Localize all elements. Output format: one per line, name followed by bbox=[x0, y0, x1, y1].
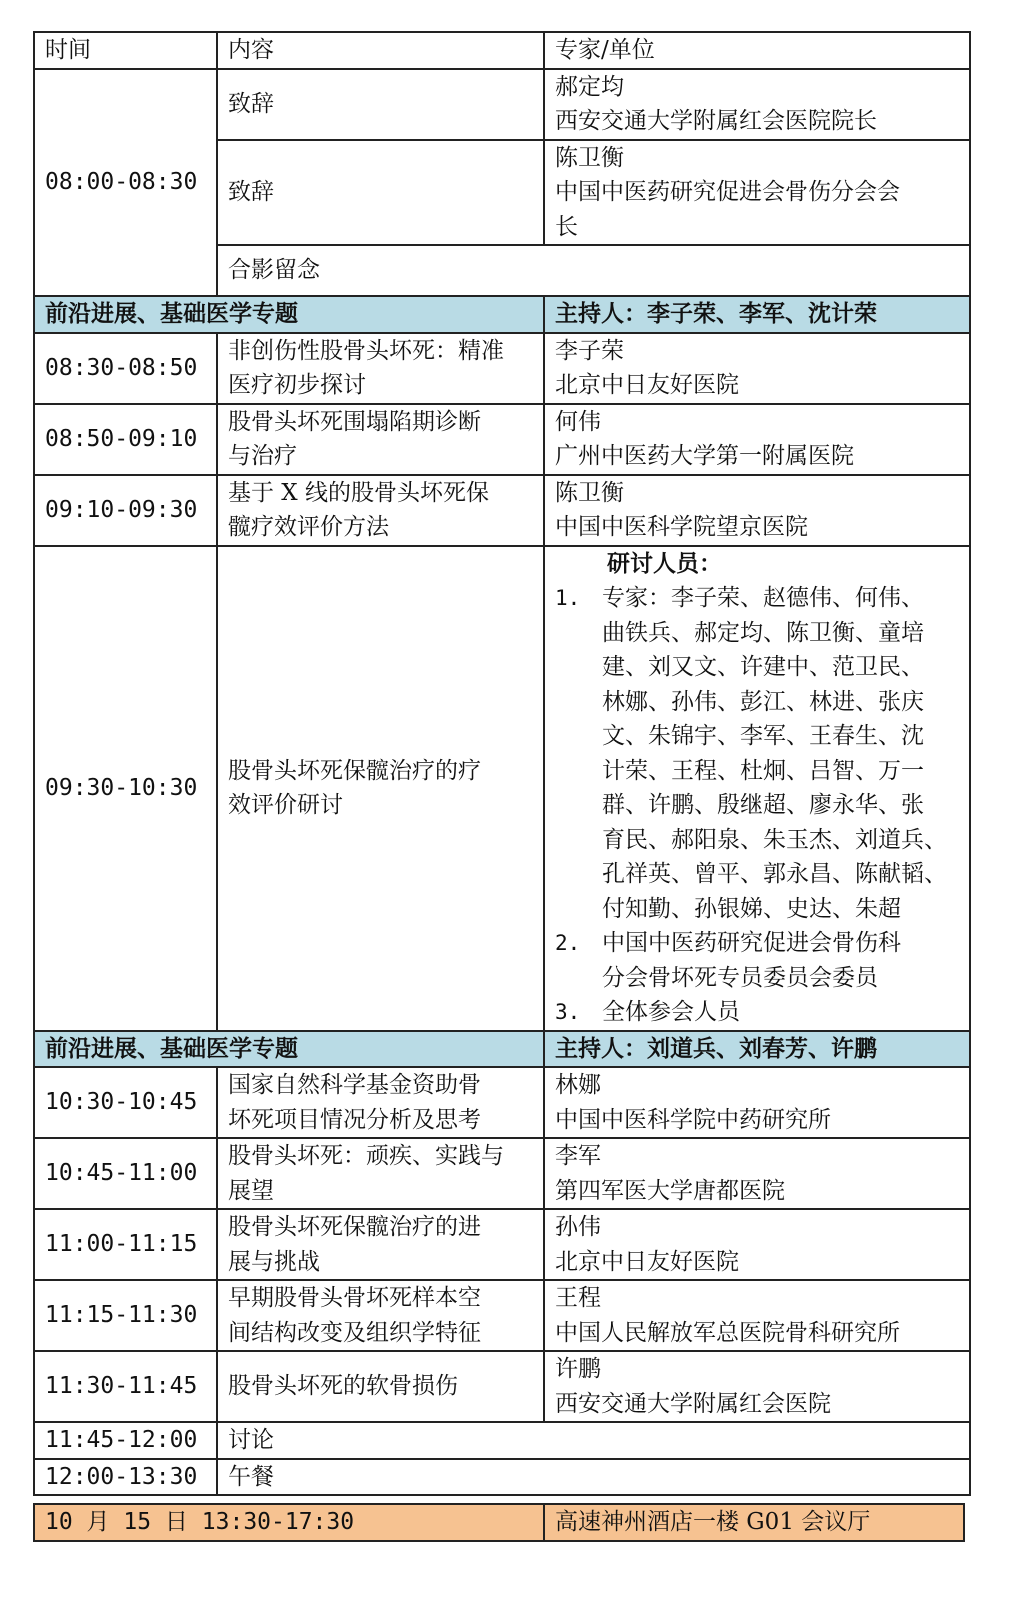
header-time: 时间 bbox=[34, 32, 217, 69]
talk-expert bbox=[544, 1067, 970, 1138]
list-text bbox=[602, 926, 959, 995]
list-line: 文、朱锦宇、李军、王春生、沈 bbox=[602, 723, 924, 749]
list-number: 2. bbox=[555, 931, 581, 955]
talk-expert bbox=[544, 1138, 970, 1209]
section-title: 前沿进展、基础医学专题 bbox=[34, 296, 544, 333]
talk-row bbox=[34, 1209, 970, 1280]
talk-title-line: 股骨头坏死保髋治疗的进 bbox=[228, 1214, 481, 1240]
expert-name: 李子荣 bbox=[555, 337, 624, 364]
section-row bbox=[34, 296, 970, 333]
header-row bbox=[34, 32, 970, 69]
section-hosts: 主持人：刘道兵、刘春芳、许鹏 bbox=[544, 1031, 970, 1068]
expert-unit: 广州中医药大学第一附属医院 bbox=[555, 443, 854, 469]
talk-content bbox=[217, 333, 544, 404]
list-line: 育民、郝阳泉、朱玉杰、刘道兵、 bbox=[602, 826, 947, 853]
closing-content: 讨论 bbox=[217, 1422, 970, 1459]
expert-name: 何伟 bbox=[555, 408, 601, 435]
expert-unit: 中国中医科学院望京医院 bbox=[555, 514, 808, 540]
list-line: 孔祥英、曾平、郭永昌、陈献韬、 bbox=[602, 861, 947, 887]
schedule-table bbox=[33, 31, 971, 1496]
opening-expert bbox=[544, 69, 970, 140]
talk-row bbox=[34, 475, 970, 546]
talk-expert bbox=[544, 475, 970, 546]
expert-name: 李军 bbox=[555, 1143, 601, 1169]
afternoon-banner bbox=[33, 1503, 965, 1542]
opening-content: 致辞 bbox=[217, 140, 544, 246]
talk-expert bbox=[544, 1280, 970, 1351]
header-content: 内容 bbox=[217, 32, 544, 69]
opening-row bbox=[34, 69, 970, 140]
talk-title-line: 基于 X 线的股骨头坏死保 bbox=[228, 479, 489, 506]
expert-unit: 长 bbox=[555, 213, 578, 240]
talk-time: 11:15-11:30 bbox=[34, 1280, 217, 1351]
discussion-title-line: 股骨头坏死保髋治疗的疗 bbox=[228, 757, 481, 784]
talk-row bbox=[34, 1351, 970, 1422]
discussion-row bbox=[34, 546, 970, 1031]
talk-expert bbox=[544, 1209, 970, 1280]
talk-row bbox=[34, 1138, 970, 1209]
expert-name: 陈卫衡 bbox=[555, 144, 624, 171]
expert-unit: 第四军医大学唐都医院 bbox=[555, 1177, 785, 1204]
talk-title-line: 展望 bbox=[228, 1177, 274, 1204]
discussion-time: 09:30-10:30 bbox=[34, 546, 217, 1031]
talk-expert bbox=[544, 404, 970, 475]
talk-title-line: 股骨头坏死：顽疾、实践与 bbox=[228, 1143, 504, 1169]
list-number: 3. bbox=[555, 1000, 581, 1024]
list-text bbox=[602, 581, 959, 926]
talk-title-line: 医疗初步探讨 bbox=[228, 372, 366, 398]
talk-title-line: 股骨头坏死围塌陷期诊断 bbox=[228, 408, 481, 435]
list-item bbox=[555, 995, 959, 1030]
talk-title-line: 髋疗效评价方法 bbox=[228, 514, 389, 540]
expert-unit: 中国人民解放军总医院骨科研究所 bbox=[555, 1319, 900, 1346]
talk-time: 09:10-09:30 bbox=[34, 475, 217, 546]
expert-name: 王程 bbox=[555, 1285, 601, 1311]
talk-content bbox=[217, 475, 544, 546]
header-expert: 专家/单位 bbox=[544, 32, 970, 69]
expert-unit: 西安交通大学附属红会医院院长 bbox=[555, 108, 877, 134]
expert-name: 林娜 bbox=[555, 1072, 601, 1098]
list-item bbox=[555, 581, 959, 926]
talk-row bbox=[34, 333, 970, 404]
talk-time: 11:30-11:45 bbox=[34, 1351, 217, 1422]
list-number: 1. bbox=[555, 586, 581, 610]
participants-label: 研讨人员： bbox=[607, 549, 722, 577]
list-line: 林娜、孙伟、彭江、林进、张庆 bbox=[602, 688, 924, 715]
expert-unit: 中国中医科学院中药研究所 bbox=[555, 1106, 831, 1133]
expert-unit: 北京中日友好医院 bbox=[555, 1248, 739, 1275]
banner-datetime: 10 月 15 日 13:30-17:30 bbox=[34, 1504, 544, 1541]
talk-time: 08:50-09:10 bbox=[34, 404, 217, 475]
section-title: 前沿进展、基础医学专题 bbox=[34, 1031, 544, 1068]
opening-expert bbox=[544, 140, 970, 246]
expert-name: 孙伟 bbox=[555, 1214, 601, 1240]
list-item bbox=[555, 926, 959, 995]
section-hosts: 主持人：李子荣、李军、沈计荣 bbox=[544, 296, 970, 333]
talk-expert bbox=[544, 1351, 970, 1422]
closing-time: 12:00-13:30 bbox=[34, 1459, 217, 1496]
talk-title-line: 展与挑战 bbox=[228, 1248, 320, 1275]
closing-time: 11:45-12:00 bbox=[34, 1422, 217, 1459]
closing-row bbox=[34, 1422, 970, 1459]
list-line: 全体参会人员 bbox=[602, 999, 740, 1025]
list-line: 曲铁兵、郝定均、陈卫衡、童培 bbox=[602, 619, 924, 646]
talk-row bbox=[34, 404, 970, 475]
opening-content: 致辞 bbox=[217, 69, 544, 140]
opening-time: 08:00-08:30 bbox=[34, 69, 217, 297]
list-line: 计荣、王程、杜炯、吕智、万一 bbox=[602, 757, 924, 784]
talk-title-line: 股骨头坏死的软骨损伤 bbox=[228, 1373, 458, 1400]
photo-content: 合影留念 bbox=[217, 245, 970, 296]
list-line: 分会骨坏死专员委员会委员 bbox=[602, 964, 878, 991]
talk-title-line: 非创伤性股骨头坏死：精准 bbox=[228, 337, 504, 364]
section-row bbox=[34, 1031, 970, 1068]
closing-row bbox=[34, 1459, 970, 1496]
talk-content bbox=[217, 1138, 544, 1209]
expert-unit: 中国中医药研究促进会骨伤分会会 bbox=[555, 179, 900, 205]
talk-expert bbox=[544, 333, 970, 404]
banner-venue: 高速神州酒店一楼 G01 会议厅 bbox=[544, 1504, 964, 1541]
expert-unit: 北京中日友好医院 bbox=[555, 372, 739, 398]
banner-row bbox=[34, 1504, 964, 1541]
participants-list bbox=[555, 581, 959, 1030]
talk-title-line: 与治疗 bbox=[228, 443, 297, 469]
list-line: 中国中医药研究促进会骨伤科 bbox=[602, 930, 901, 956]
expert-name: 郝定均 bbox=[555, 73, 624, 100]
list-line: 专家：李子荣、赵德伟、何伟、 bbox=[602, 585, 924, 611]
talk-row bbox=[34, 1280, 970, 1351]
talk-content bbox=[217, 1351, 544, 1422]
closing-content: 午餐 bbox=[217, 1459, 970, 1496]
talk-time: 10:45-11:00 bbox=[34, 1138, 217, 1209]
talk-content bbox=[217, 1280, 544, 1351]
talk-time: 11:00-11:15 bbox=[34, 1209, 217, 1280]
expert-name: 许鹏 bbox=[555, 1356, 601, 1382]
talk-title-line: 早期股骨头骨坏死样本空 bbox=[228, 1285, 481, 1311]
list-line: 群、许鹏、殷继超、廖永华、张 bbox=[602, 792, 924, 818]
discussion-content bbox=[217, 546, 544, 1031]
talk-time: 08:30-08:50 bbox=[34, 333, 217, 404]
discussion-title-line: 效评价研讨 bbox=[228, 792, 343, 818]
list-text bbox=[602, 995, 959, 1030]
talk-title-line: 坏死项目情况分析及思考 bbox=[228, 1106, 481, 1133]
discussion-participants bbox=[544, 546, 970, 1031]
talk-content bbox=[217, 404, 544, 475]
expert-name: 陈卫衡 bbox=[555, 479, 624, 506]
talk-row bbox=[34, 1067, 970, 1138]
talk-content bbox=[217, 1209, 544, 1280]
list-line: 付知勤、孙银娣、史达、朱超 bbox=[602, 895, 901, 922]
expert-unit: 西安交通大学附属红会医院 bbox=[555, 1390, 831, 1417]
list-line: 建、刘又文、许建中、范卫民、 bbox=[602, 654, 924, 680]
talk-time: 10:30-10:45 bbox=[34, 1067, 217, 1138]
talk-content bbox=[217, 1067, 544, 1138]
talk-title-line: 间结构改变及组织学特征 bbox=[228, 1319, 481, 1346]
talk-title-line: 国家自然科学基金资助骨 bbox=[228, 1072, 481, 1098]
